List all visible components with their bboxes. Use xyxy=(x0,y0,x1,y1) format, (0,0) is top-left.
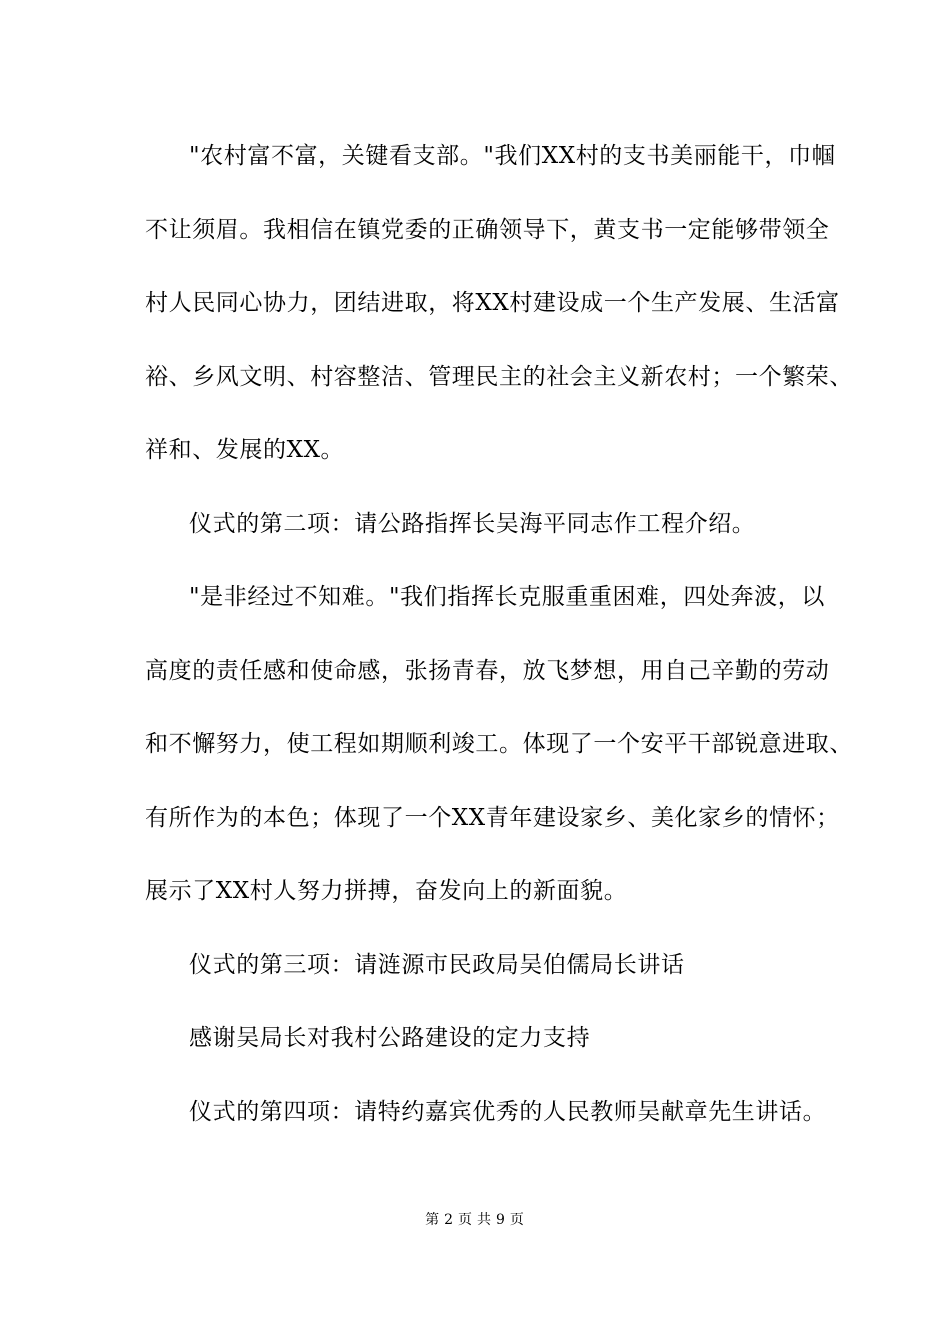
paragraph-line: 展示了XX村人努力拼搏，奋发向上的新面貌。 xyxy=(145,878,628,904)
paragraph-line: 高度的责任感和使命感，张扬青春，放飞梦想，用自己辛勤的劳动 xyxy=(145,657,830,684)
page-footer xyxy=(0,1209,950,1229)
paragraph-line: 仪式的第三项：请涟源市民政局吴伯儒局长讲话 xyxy=(189,951,685,978)
footer-total-unit: 页 xyxy=(509,1212,525,1228)
paragraph-line: 不让须眉。我相信在镇党委的正确领导下，黄支书一定能够带领全 xyxy=(145,216,830,243)
paragraph-line: 村人民同心协力，团结进取，将XX村建设成一个生产发展、生活富 xyxy=(145,290,840,316)
paragraph-line: 祥和、发展的XX。 xyxy=(145,437,345,463)
footer-page-unit: 页 xyxy=(458,1212,473,1228)
paragraph-line: 和不懈努力，使工程如期顺利竣工。体现了一个安平干部锐意进取、 xyxy=(145,731,853,757)
paragraph-line: "是非经过不知难。"我们指挥长克服重重困难，四处奔波，以 xyxy=(189,584,825,610)
paragraph-line: 仪式的第二项：请公路指挥长吴海平同志作工程介绍。 xyxy=(189,510,756,537)
paragraph-line: "农村富不富，关键看支部。"我们XX村的支书美丽能干，巾帼 xyxy=(189,143,836,169)
footer-current-page: 2 xyxy=(444,1212,454,1228)
paragraph-line: 感谢吴局长对我村公路建设的定力支持 xyxy=(189,1025,591,1051)
footer-page-label: 第 xyxy=(425,1212,441,1228)
footer-total-pages: 9 xyxy=(496,1212,506,1228)
document-body xyxy=(145,136,853,1165)
paragraph-line: 有所作为的本色；体现了一个XX青年建设家乡、美化家乡的情怀； xyxy=(145,804,840,831)
paragraph-line: 仪式的第四项：请特约嘉宾优秀的人民教师吴献章先生讲话。 xyxy=(189,1098,827,1125)
paragraph-line: 裕、乡风文明、村容整洁、管理民主的社会主义新农村；一个繁荣、 xyxy=(145,363,853,390)
footer-total-label: 共 xyxy=(477,1212,492,1228)
